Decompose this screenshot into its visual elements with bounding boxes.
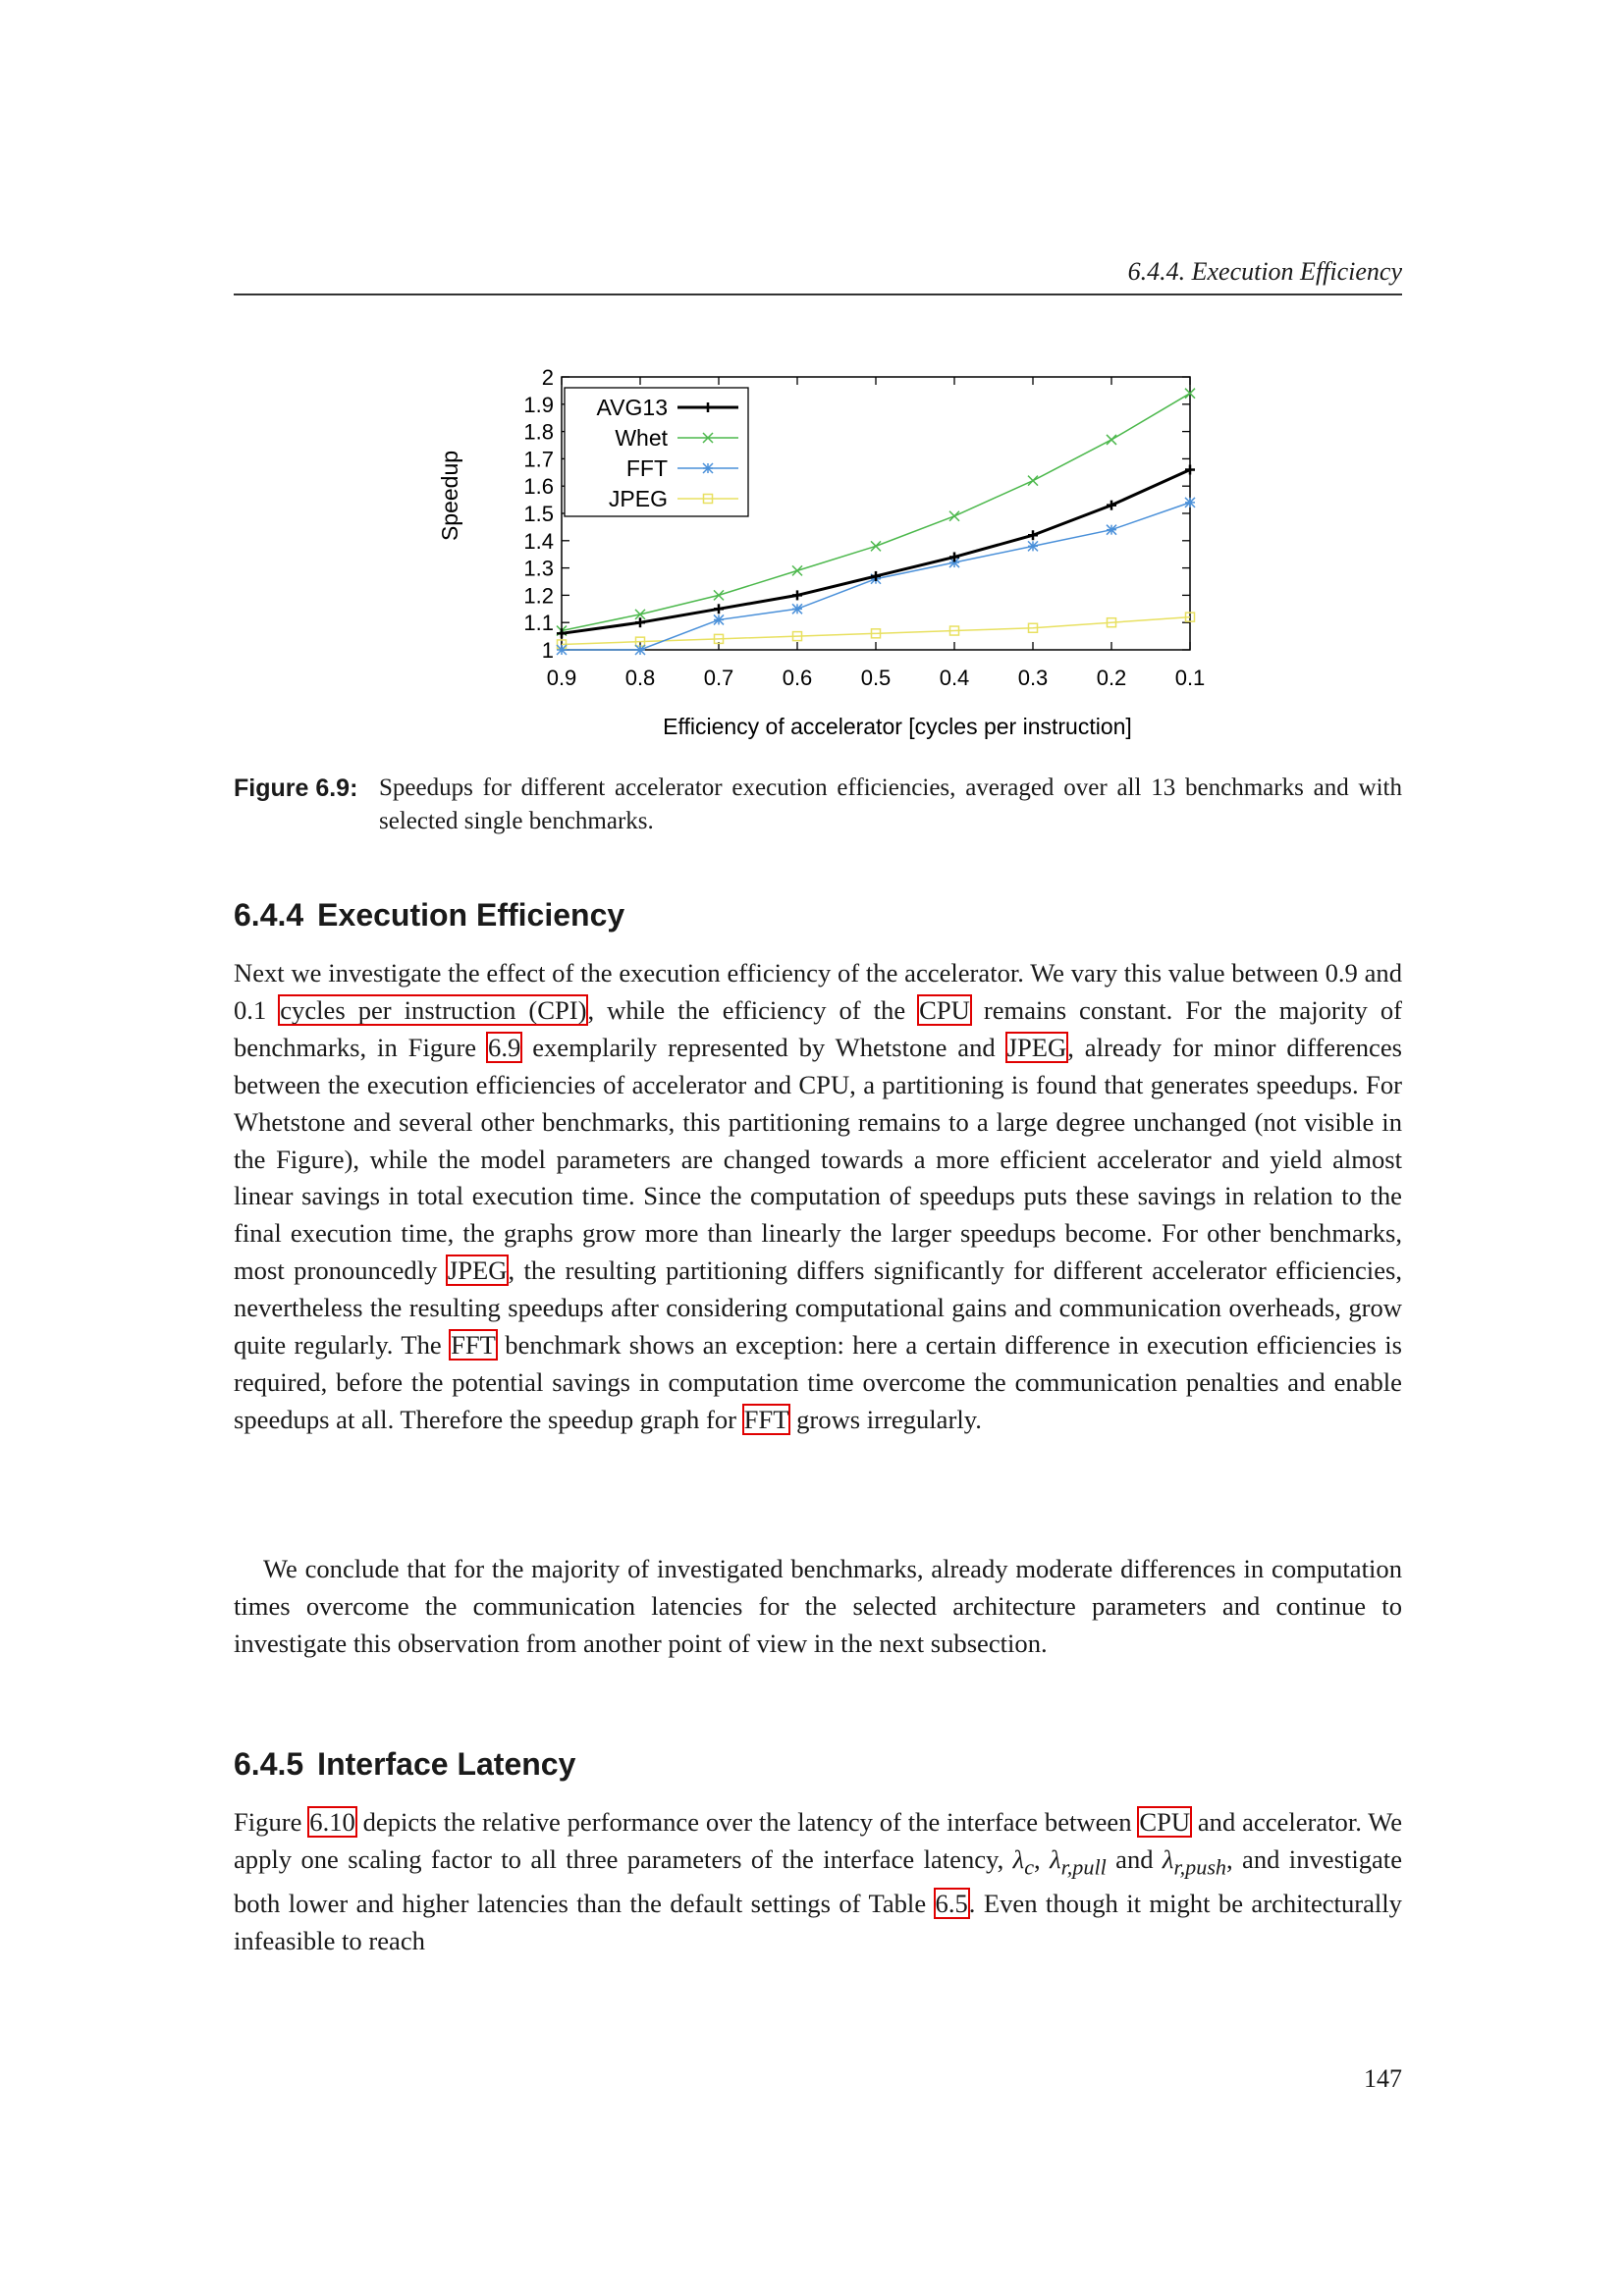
y-tick-label: 1.3: [523, 556, 554, 581]
data-point: [792, 590, 802, 600]
x-tick-label: 0.9: [546, 666, 577, 690]
data-point: [1028, 530, 1038, 540]
y-tick-label: 1.6: [523, 474, 554, 500]
figure-caption-text: Speedups for different accelerator execution efficiencies, averaged over all 13 benchmarks and with selected single benchmarks.: [379, 774, 1402, 834]
page-number: 147: [1364, 2064, 1402, 2093]
text-run: and: [1106, 1843, 1163, 1874]
data-point: [1028, 476, 1038, 486]
lambda-r-pull: $\lambda_{r,pull}$: [1050, 1843, 1107, 1880]
link-cpi[interactable]: cycles per instruction (CPI): [280, 994, 587, 1025]
link-figure-6-10[interactable]: 6.10: [309, 1807, 355, 1837]
x-tick-label: 0.1: [1174, 666, 1206, 690]
y-tick-label: 1.4: [523, 528, 554, 554]
section-heading-6-4-4: [234, 897, 624, 934]
legend-label: Whet: [615, 425, 668, 451]
data-point: [714, 614, 724, 624]
text-run: Figure: [234, 1807, 309, 1837]
data-point: [792, 604, 802, 614]
y-tick-label: 1.5: [523, 502, 554, 526]
figure-caption: [234, 772, 1402, 838]
text-run: . Even though it might be architecturally infeasible to reach: [234, 1889, 1402, 1956]
x-tick-label: 0.5: [860, 666, 892, 690]
data-point: [1107, 435, 1116, 445]
text-run: , while the efficiency of the: [587, 994, 919, 1025]
x-axis-label: Efficiency of accelerator [cycles per instruction]: [663, 714, 1132, 739]
legend-label: AVG13: [596, 395, 668, 420]
text-run: depicts the relative performance over the latency of the interface between: [355, 1807, 1139, 1837]
data-point: [1028, 541, 1038, 551]
text-run: grows irregularly.: [789, 1404, 982, 1434]
x-tick-label: 0.3: [1017, 666, 1049, 690]
speedup-chart: [422, 353, 1206, 746]
data-point: [714, 604, 724, 614]
header-rule: [234, 294, 1402, 295]
text-run: , the resulting partitioning differs significantly for different accelerator efficiencies, nevertheless the resulting speedups after considering computational gains and communication overheads, grow quite regularly. The: [234, 1255, 1402, 1361]
y-tick-label: 1.1: [523, 611, 554, 636]
link-cpu[interactable]: CPU: [919, 994, 970, 1025]
data-point: [1185, 498, 1195, 507]
y-tick-label: 1.8: [523, 419, 554, 445]
text-run: , and investigate both lower and higher latencies than the default settings of Table: [234, 1843, 1403, 1919]
section-heading-6-4-5: [234, 1746, 575, 1783]
data-point: [949, 552, 959, 561]
data-point: [703, 463, 713, 473]
lambda-r-push: $\lambda_{r,push}$: [1162, 1843, 1227, 1880]
figure-label: Figure 6.9:: [234, 774, 358, 802]
link-cpu[interactable]: CPU: [1139, 1807, 1191, 1837]
data-point: [635, 645, 645, 655]
y-tick-label: 1.7: [523, 447, 554, 472]
text-run: remains constant. For the majority of benchmarks, in Figure: [234, 994, 1402, 1062]
x-tick-label: 0.7: [703, 666, 734, 690]
link-jpeg[interactable]: JPEG: [447, 1255, 508, 1286]
data-point: [871, 541, 881, 551]
text-run: exemplarily represented by Whetstone and: [521, 1032, 1006, 1062]
x-tick-label: 0.2: [1096, 666, 1127, 690]
data-point: [635, 617, 645, 627]
y-tick-label: 2: [541, 365, 554, 390]
section-title: Execution Efficiency: [317, 897, 625, 933]
data-point: [557, 645, 567, 655]
legend: [565, 388, 748, 516]
link-fft[interactable]: FFT: [451, 1330, 496, 1361]
y-tick-label: 1: [541, 638, 554, 663]
data-point: [1107, 525, 1116, 535]
text-run: , already for minor differences between the execution efficiencies of accelerator and CPU, a partitioning is found that generates speedups. For Whetstone and several other benchmarks, this partitioning remains to a large degree unchanged (not visible in the Figure), while the model parameters are changed towards a more efficient accelerator and yield almost linear savings in total execution time. Since the computation of speedups puts these savings in relation to the final execution time, the graphs grow more than linearly the larger speedups become. For other benchmarks, most pronouncedly: [234, 1032, 1402, 1286]
y-tick-label: 1.9: [523, 392, 554, 417]
text-run: benchmark shows an exception: here a certain difference in execution efficiencies is required, before the potential savings in computation time overcome the communication penalties and enable speedups at all. Therefore the speedup graph for: [234, 1330, 1402, 1434]
y-axis-label: Speedup: [437, 450, 462, 542]
paragraph-execution-efficiency: [234, 955, 1402, 1439]
link-fft[interactable]: FFT: [743, 1404, 789, 1434]
paragraph-conclusion: We conclude that for the majority of investigated benchmarks, already moderate differences in computation times overcome the communication latencies for the selected architecture parameters and continue to investigate this observation from another point of view in the next subsection.: [234, 1554, 1402, 1658]
text-run: Next we investigate the effect of the execution efficiency of the accelerator. We vary this value between 0.9 and 0.1: [234, 958, 1402, 1025]
data-point: [792, 565, 802, 575]
paragraph-interface-latency: Figure 6.10 depicts the relative performance over the latency of the interface between CPU and accelerator. We apply one scaling factor to all three parameters of the interface latency, $\lambda_c$, $\lambda_{r,pull}$ and $\lambda_{r,push}$, and investigate both lower and higher latencies than the default settings of Table 6.5. Even though it might be architecturally infeasible to reach: [234, 1807, 1403, 1956]
running-head: 6.4.4. Execution Efficiency: [1127, 257, 1402, 286]
y-tick-label: 1.2: [523, 583, 554, 609]
data-point: [1185, 465, 1195, 475]
section-title: Interface Latency: [317, 1746, 576, 1782]
legend-label: FFT: [625, 455, 668, 481]
data-point: [714, 590, 724, 600]
text-run: and accelerator. We apply one scaling factor to all three parameters of the interface latency,: [234, 1807, 1402, 1874]
section-number: 6.4.5: [234, 1746, 304, 1782]
data-point: [1107, 501, 1116, 510]
legend-label: JPEG: [608, 486, 668, 511]
section-number: 6.4.4: [234, 897, 304, 933]
link-jpeg[interactable]: JPEG: [1006, 1032, 1067, 1062]
link-table-6-5[interactable]: 6.5: [935, 1889, 968, 1919]
link-figure-6-9[interactable]: 6.9: [488, 1032, 521, 1062]
x-tick-label: 0.8: [624, 666, 656, 690]
x-tick-label: 0.6: [782, 666, 813, 690]
lambda-c: $\lambda_c$: [1012, 1843, 1035, 1880]
x-tick-label: 0.4: [939, 666, 970, 690]
data-point: [949, 511, 959, 521]
